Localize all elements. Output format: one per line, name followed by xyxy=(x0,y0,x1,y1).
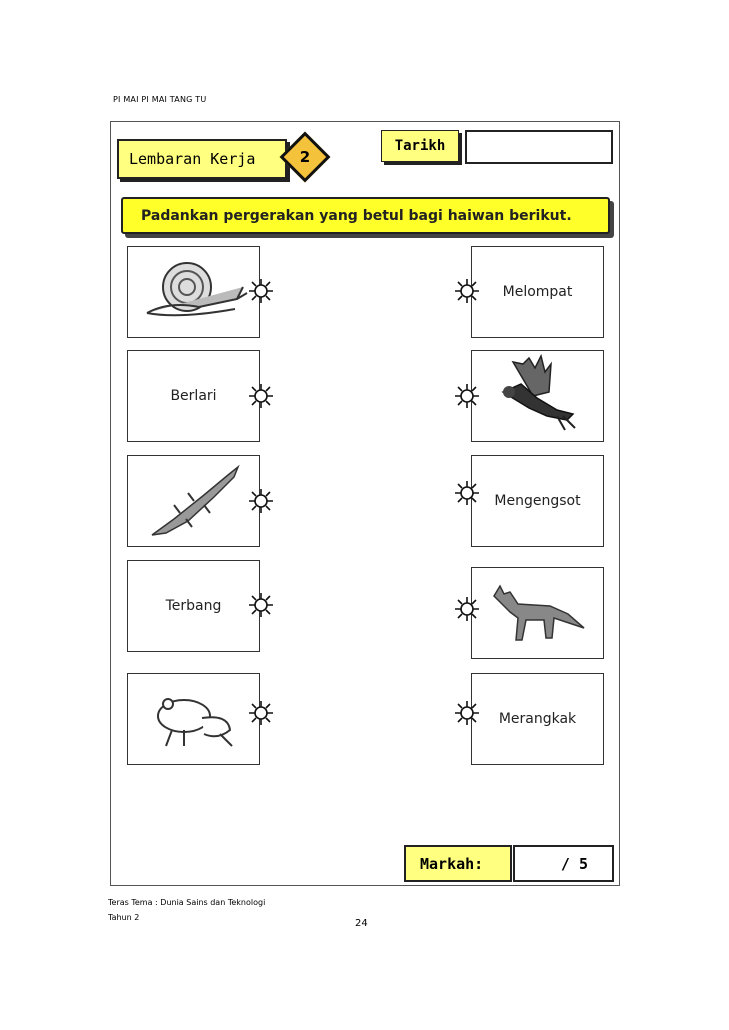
instruction: Padankan pergerakan yang betul bagi haiwan berikut. xyxy=(121,197,610,234)
worksheet-title: Lembaran Kerja xyxy=(117,139,287,179)
fox-icon xyxy=(488,578,588,648)
right-card-eagle[interactable] xyxy=(471,350,604,442)
left-connector-sun-icon[interactable] xyxy=(248,592,274,618)
score-field[interactable]: / 5 xyxy=(513,845,614,882)
date-field[interactable] xyxy=(465,130,613,164)
right-card-merangkak[interactable]: Merangkak xyxy=(471,673,604,765)
left-connector-sun-icon[interactable] xyxy=(248,488,274,514)
score-label: Markah: xyxy=(404,845,512,882)
worksheet-number: 2 xyxy=(299,148,311,166)
date-label: Tarikh xyxy=(381,130,459,162)
snail-icon xyxy=(139,257,249,327)
worksheet-number-badge xyxy=(279,131,331,183)
left-card-berlari[interactable]: Berlari xyxy=(127,350,260,442)
right-card-fox[interactable] xyxy=(471,567,604,659)
page-number: 24 xyxy=(355,918,368,929)
eagle-icon xyxy=(493,354,583,438)
left-connector-sun-icon[interactable] xyxy=(248,383,274,409)
left-card-crocodile[interactable] xyxy=(127,455,260,547)
left-connector-sun-icon[interactable] xyxy=(248,278,274,304)
left-connector-sun-icon[interactable] xyxy=(248,700,274,726)
footer-year: Tahun 2 xyxy=(108,913,140,922)
right-connector-sun-icon[interactable] xyxy=(454,480,480,506)
right-connector-sun-icon[interactable] xyxy=(454,383,480,409)
right-connector-sun-icon[interactable] xyxy=(454,278,480,304)
crocodile-icon xyxy=(144,461,244,541)
left-card-snail[interactable] xyxy=(127,246,260,338)
left-card-terbang[interactable]: Terbang xyxy=(127,560,260,652)
left-card-frog[interactable] xyxy=(127,673,260,765)
right-card-mengengsot[interactable]: Mengengsot xyxy=(471,455,604,547)
right-connector-sun-icon[interactable] xyxy=(454,596,480,622)
header-note: PI MAI PI MAI TANG TU xyxy=(113,95,207,104)
footer-theme: Teras Tema : Dunia Sains dan Teknologi xyxy=(108,898,266,907)
right-card-melompat[interactable]: Melompat xyxy=(471,246,604,338)
right-connector-sun-icon[interactable] xyxy=(454,700,480,726)
frog-icon xyxy=(144,684,244,754)
